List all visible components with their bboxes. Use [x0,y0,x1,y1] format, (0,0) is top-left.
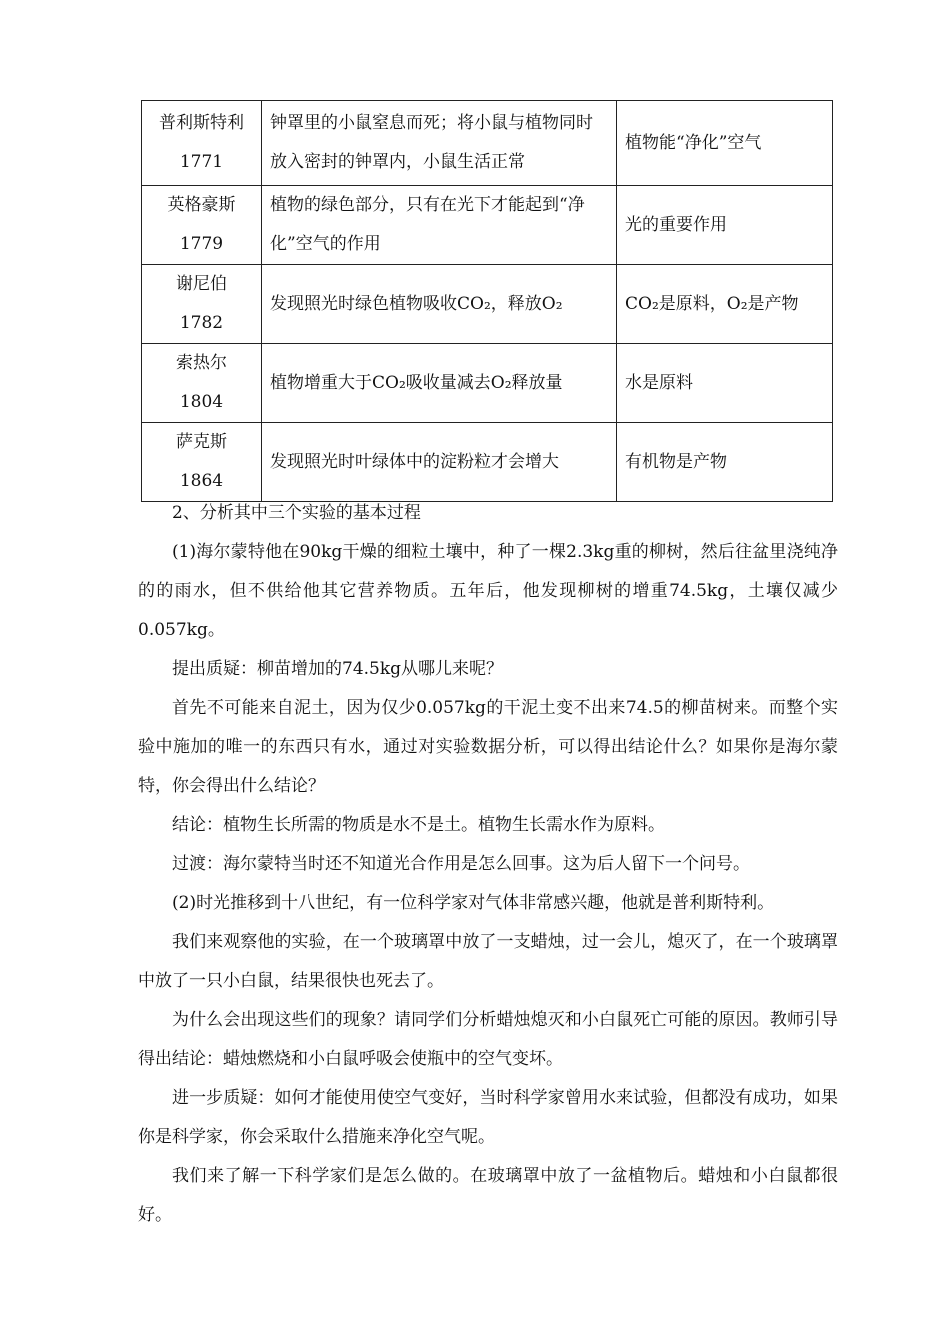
scientist-cell [142,265,262,344]
table-row [142,101,833,186]
scientist-cell [142,423,262,502]
paragraph: 我们来了解一下科学家们是怎么做的。在玻璃罩中放了一盆植物后。蜡烛和小白鼠都很好。 [138,1166,838,1225]
observation-cell: 钟罩里的小鼠窒息而死；将小鼠与植物同时放入密封的钟罩内，小鼠生活正常 [262,101,617,186]
conclusion-cell: 光的重要作用 [617,186,833,265]
scientist-name: 谢尼伯 [176,274,227,294]
experiment-year: 1779 [179,234,224,254]
scientist-name: 英格豪斯 [167,195,236,215]
conclusion-cell: 植物能“净化”空气 [617,101,833,186]
scientist-name: 萨克斯 [176,432,227,452]
conclusion-cell: 水是原料 [617,344,833,423]
body-text [138,494,838,1235]
paragraph: 过渡：海尔蒙特当时还不知道光合作用是怎么回事。这为后人留下一个问号。 [172,854,750,874]
observation-cell: 植物的绿色部分，只有在光下才能起到“净化”空气的作用 [262,186,617,265]
table-row [142,265,833,344]
experiment-year: 1864 [179,471,224,491]
paragraph: 提出质疑：柳苗增加的74.5kg从哪儿来呢？ [172,659,504,679]
scientist-cell [142,344,262,423]
scientist-cell [142,186,262,265]
paragraph: 首先不可能来自泥土，因为仅少0.057kg的干泥土变不出来74.5的柳苗树来。而整个实验中施加的唯一的东西只有水，通过对实验数据分析，可以得出结论什么？如果你是海尔蒙特，你会得出什么结论？ [138,698,838,796]
scientist-cell [142,101,262,186]
paragraph: 进一步质疑：如何才能使用使空气变好，当时科学家曾用水来试验，但都没有成功，如果你是科学家，你会采取什么措施来净化空气呢。 [138,1088,838,1147]
paragraph: 我们来观察他的实验，在一个玻璃罩中放了一支蜡烛，过一会儿，熄灭了，在一个玻璃罩中放了一只小白鼠，结果很快也死去了。 [138,932,838,991]
conclusion-cell: 有机物是产物 [617,423,833,502]
table-row [142,186,833,265]
paragraph: (1)海尔蒙特他在90kg干燥的细粒土壤中，种了一棵2.3kg重的柳树，然后往盆里浇纯净的的雨水，但不供给他其它营养物质。五年后，他发现柳树的增重74.5kg，土壤仅减少0.057kg。 [138,542,838,640]
observation-cell: 发现照光时绿色植物吸收CO₂，释放O₂ [262,265,617,344]
table-row [142,423,833,502]
experiment-year: 1771 [179,152,224,172]
observation-cell: 发现照光时叶绿体中的淀粉粒才会增大 [262,423,617,502]
observation-cell: 植物增重大于CO₂吸收量减去O₂释放量 [262,344,617,423]
photosynthesis-history-table [141,100,833,502]
scientist-name: 索热尔 [176,353,227,373]
table-row [142,344,833,423]
section-heading: 2、分析其中三个实验的基本过程 [172,503,421,523]
paragraph: (2)时光推移到十八世纪，有一位科学家对气体非常感兴趣，他就是普利斯特利。 [172,893,775,913]
conclusion-cell: CO₂是原料，O₂是产物 [617,265,833,344]
scientist-name: 普利斯特利 [159,113,244,133]
paragraph: 为什么会出现这些们的现象？请同学们分析蜡烛熄灭和小白鼠死亡可能的原因。教师引导得出结论：蜡烛燃烧和小白鼠呼吸会使瓶中的空气变坏。 [138,1010,838,1069]
experiment-year: 1782 [179,313,224,333]
experiment-year: 1804 [179,392,224,412]
paragraph: 结论：植物生长所需的物质是水不是土。植物生长需水作为原料。 [172,815,665,835]
